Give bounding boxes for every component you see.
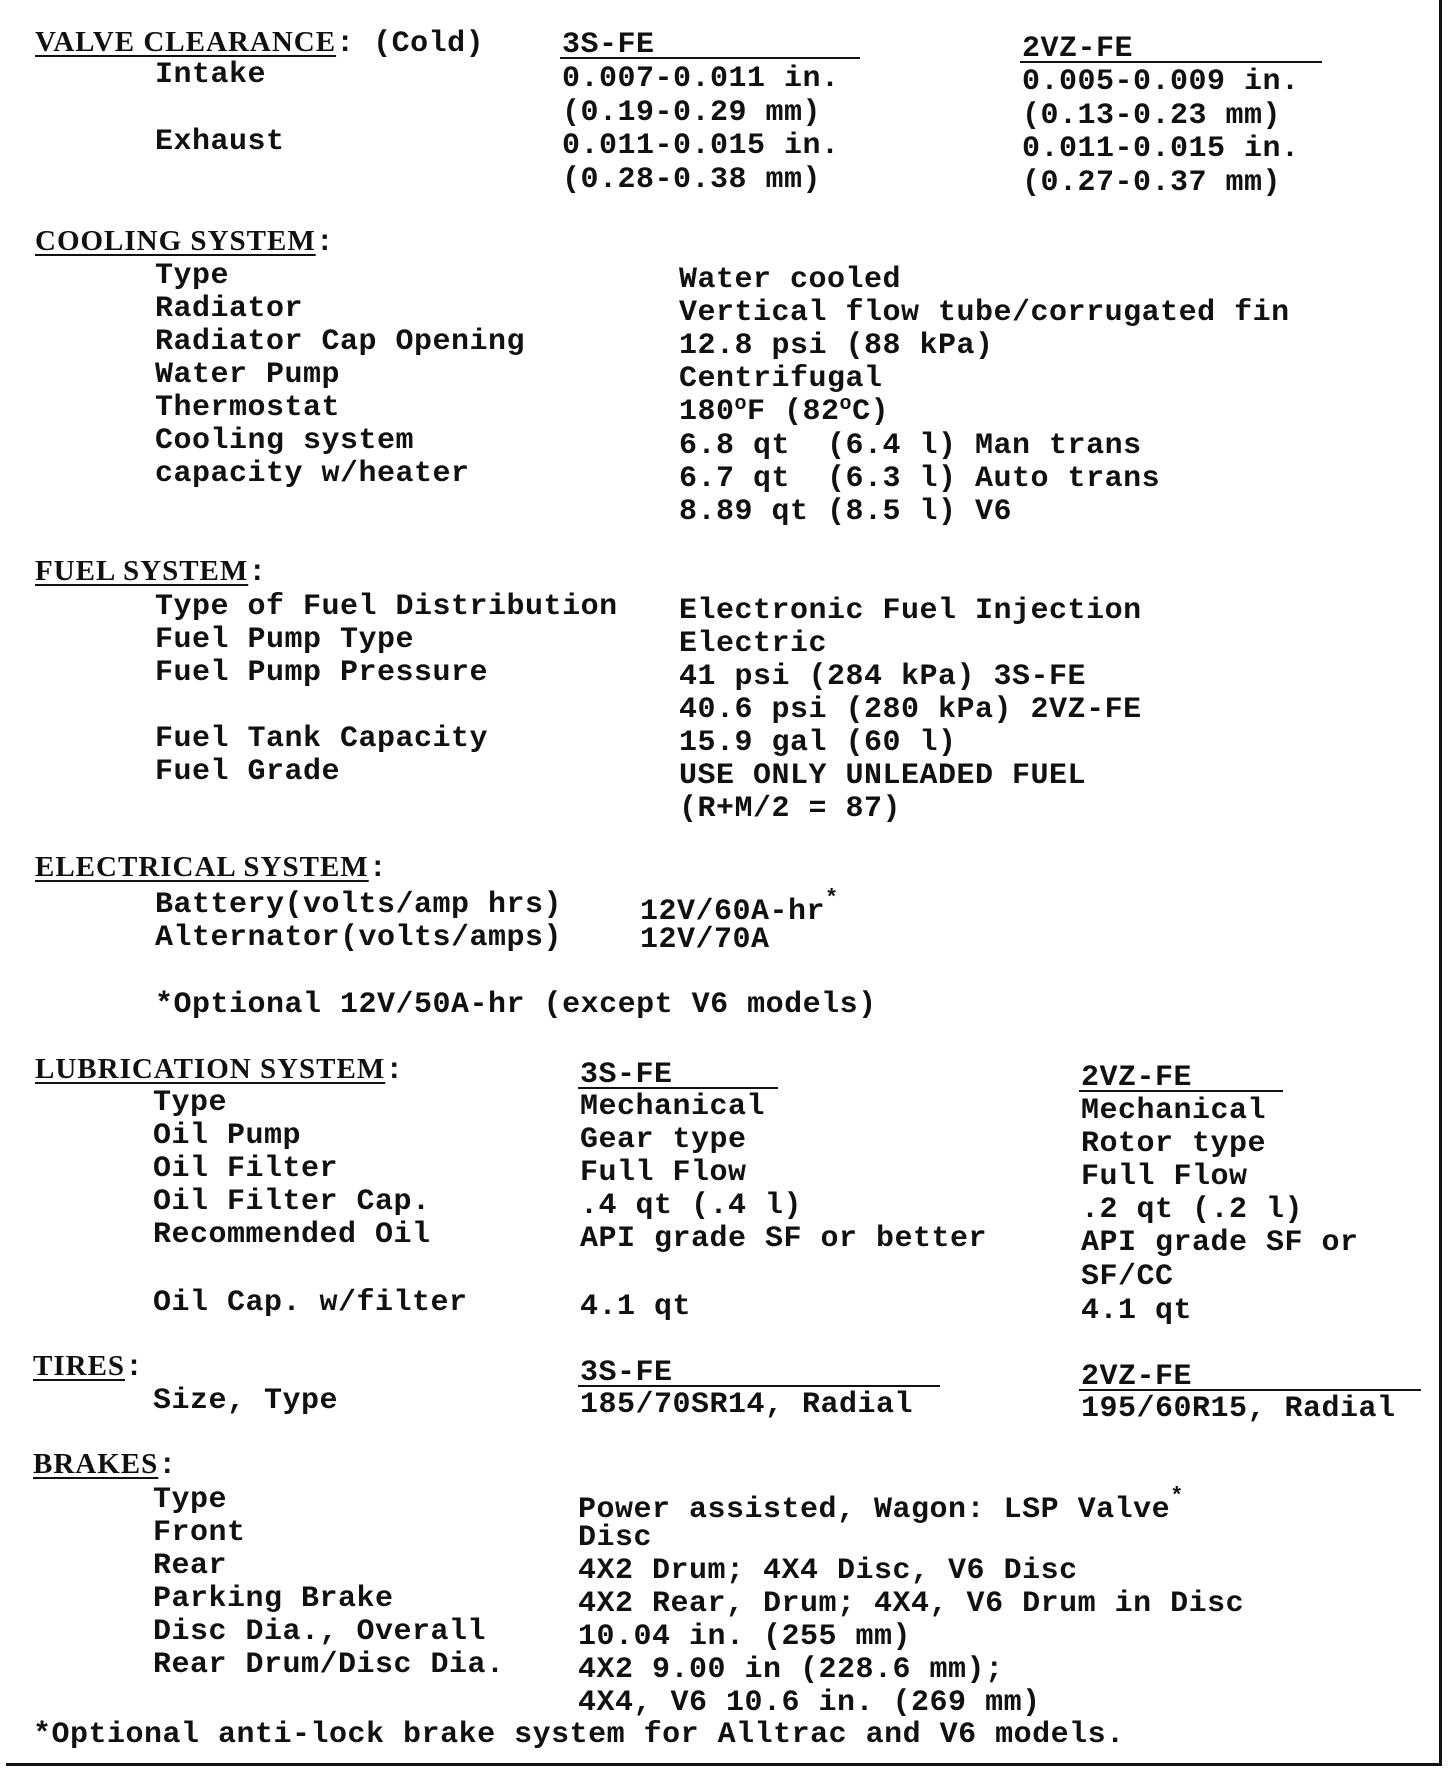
footnote-asterisk: * [825,886,839,911]
lube-type-2vzfe: Mechanical [1081,1094,1267,1128]
fuel-heading: FUEL SYSTEM [35,555,249,587]
brakes-rear-dia-label: Rear Drum/Disc Dia. [153,1648,505,1682]
fuel-pressure-2vzfe: 40.6 psi (280 kPa) 2VZ-FE [679,693,1142,727]
valve-col-3sfe-underline [560,57,860,59]
lube-filter-cap-label: Oil Filter Cap. [153,1185,431,1219]
cooling-type-value: Water cooled [679,263,902,297]
lube-col-2vzfe: 2VZ-FE [1081,1061,1193,1095]
lube-oil-cap-3sfe: 4.1 qt [580,1290,692,1324]
valve-clearance-heading: VALVE CLEARANCE [35,26,337,58]
fuel-colon: : [248,556,267,590]
cooling-colon: : [315,226,335,260]
electrical-heading: ELECTRICAL SYSTEM [35,851,369,883]
degree-symbol: o [734,393,748,416]
cooling-cap-label: Radiator Cap Opening [155,325,526,359]
tires-section-header [33,1352,144,1383]
valve-intake-label: Intake [155,58,267,92]
cooling-cap-value: 12.8 psi (88 kPa) [679,329,994,363]
brakes-type-label: Type [153,1483,228,1517]
fuel-grade-octane: (R+M/2 = 87) [679,792,902,826]
brakes-rear-value: 4X2 Drum; 4X4 Disc, V6 Disc [578,1554,1078,1588]
lubrication-colon: : [385,1054,404,1088]
valve-clearance-section-header [35,28,484,59]
battery-label: Battery(volts/amp hrs) [155,888,563,922]
brakes-rear-label: Rear [153,1549,228,1583]
tires-col-3sfe: 3S-FE [580,1356,673,1390]
cooling-heading: COOLING SYSTEM [35,225,316,257]
cooling-radiator-value: Vertical flow tube/corrugated fin [679,296,1290,330]
battery-value: 12V/60A-hr* [640,886,839,929]
brakes-colon: : [158,1449,177,1483]
cooling-capacity-man: 6.8 qt (6.4 l) Man trans [679,429,1142,463]
lube-pump-3sfe: Gear type [580,1123,747,1157]
lube-oil-cap-label: Oil Cap. w/filter [153,1286,468,1320]
tires-col-3sfe-underline [578,1385,940,1387]
valve-exhaust-label: Exhaust [155,125,285,159]
cooling-type-label: Type [155,259,230,293]
brakes-front-label: Front [153,1516,246,1550]
tires-colon: : [125,1351,144,1385]
brakes-front-value: Disc [578,1521,653,1555]
cooling-capacity-label-2: capacity w/heater [155,457,470,491]
tires-col-2vzfe-underline [1079,1389,1421,1391]
fuel-section-header [35,557,267,588]
fuel-pump-pressure-label: Fuel Pump Pressure [155,656,489,690]
tires-size-label: Size, Type [153,1384,339,1418]
brakes-section-header [33,1450,177,1481]
lube-recommended-2vzfe-cont: SF/CC [1081,1260,1174,1294]
lube-recommended-label: Recommended Oil [153,1218,431,1252]
lube-recommended-2vzfe: API grade SF or [1081,1226,1359,1260]
valve-col-3sfe: 3S-FE [562,28,655,62]
lube-filter-2vzfe: Full Flow [1081,1160,1248,1194]
fuel-pump-type-label: Fuel Pump Type [155,623,415,657]
lube-filter-cap-3sfe: .4 qt (.4 l) [580,1189,803,1223]
brakes-rear-dia-4x2: 4X2 9.00 in (228.6 mm); [578,1653,1004,1687]
lube-type-3sfe: Mechanical [580,1090,766,1124]
alternator-value: 12V/70A [640,923,770,957]
valve-col-2vzfe-underline [1020,61,1322,63]
fuel-grade-value: USE ONLY UNLEADED FUEL [679,759,1087,793]
tires-size-2vzfe: 195/60R15, Radial [1081,1392,1396,1426]
cooling-thermostat-value: 180$^o$F (82$^o$C) [679,393,890,429]
electrical-colon: : [368,852,388,886]
valve-clearance-heading-suffix: : (Cold) [336,27,485,61]
brakes-disc-dia-label: Disc Dia., Overall [153,1615,487,1649]
valve-exhaust-2vzfe-mm: (0.27-0.37 mm) [1022,166,1282,200]
cooling-pump-value: Centrifugal [679,362,883,396]
tires-col-2vzfe: 2VZ-FE [1081,1360,1193,1394]
valve-exhaust-3sfe-mm: (0.28-0.38 mm) [562,163,822,197]
alternator-label: Alternator(volts/amps) [155,921,563,955]
valve-intake-2vzfe-in: 0.005-0.009 in. [1022,65,1300,99]
cooling-pump-label: Water Pump [155,358,341,392]
valve-intake-3sfe-mm: (0.19-0.29 mm) [562,96,822,130]
brakes-disc-dia-value: 10.04 in. (255 mm) [578,1620,912,1654]
lube-col-3sfe: 3S-FE [580,1058,673,1092]
lube-type-label: Type [153,1086,228,1120]
fuel-distribution-label: Type of Fuel Distribution [155,590,618,624]
brakes-footnote: *Optional anti-lock brake system for Alltrac and V6 models. [33,1718,1125,1752]
lube-pump-2vzfe: Rotor type [1081,1127,1267,1161]
cooling-capacity-v6: 8.89 qt (8.5 l) V6 [679,495,1013,529]
fuel-pump-type-value: Electric [679,627,828,661]
cooling-capacity-auto: 6.7 qt (6.3 l) Auto trans [679,462,1161,496]
lubrication-section-header [35,1055,404,1086]
fuel-tank-value: 15.9 gal (60 l) [679,726,957,760]
cooling-section-header [35,227,334,258]
lube-pump-label: Oil Pump [153,1119,302,1153]
valve-intake-3sfe-in: 0.007-0.011 in. [562,62,840,96]
brakes-parking-value: 4X2 Rear, Drum; 4X4, V6 Drum in Disc [578,1587,1245,1621]
lubrication-heading: LUBRICATION SYSTEM [35,1053,386,1085]
fuel-tank-label: Fuel Tank Capacity [155,722,489,756]
brakes-heading: BRAKES [33,1448,159,1480]
brakes-rear-dia-4x4: 4X4, V6 10.6 in. (269 mm) [578,1686,1041,1720]
fuel-grade-label: Fuel Grade [155,755,341,789]
lube-recommended-3sfe: API grade SF or better [580,1222,988,1256]
lube-col-3sfe-underline [578,1087,778,1089]
tires-heading: TIRES [33,1350,126,1382]
valve-exhaust-2vzfe-in: 0.011-0.015 in. [1022,132,1300,166]
cooling-thermostat-label: Thermostat [155,391,341,425]
degree-symbol: o [839,393,853,416]
lube-filter-cap-2vzfe: .2 qt (.2 l) [1081,1193,1304,1227]
lube-oil-cap-2vzfe: 4.1 qt [1081,1294,1193,1328]
footnote-asterisk: * [1170,1484,1184,1509]
electrical-section-header [35,853,387,884]
lube-filter-3sfe: Full Flow [580,1156,747,1190]
electrical-footnote: *Optional 12V/50A-hr (except V6 models) [155,988,877,1022]
fuel-distribution-value: Electronic Fuel Injection [679,594,1142,628]
valve-intake-2vzfe-mm: (0.13-0.23 mm) [1022,99,1282,133]
lube-filter-label: Oil Filter [153,1152,339,1186]
cooling-radiator-label: Radiator [155,292,304,326]
valve-exhaust-3sfe-in: 0.011-0.015 in. [562,129,840,163]
brakes-type-value: Power assisted, Wagon: LSP Valve* [578,1484,1184,1527]
cooling-capacity-label-1: Cooling system [155,424,415,458]
brakes-parking-label: Parking Brake [153,1582,394,1616]
lube-col-2vzfe-underline [1079,1090,1283,1092]
fuel-pressure-3sfe: 41 psi (284 kPa) 3S-FE [679,660,1087,694]
valve-col-2vzfe: 2VZ-FE [1022,32,1134,66]
tires-size-3sfe: 185/70SR14, Radial [580,1388,914,1422]
